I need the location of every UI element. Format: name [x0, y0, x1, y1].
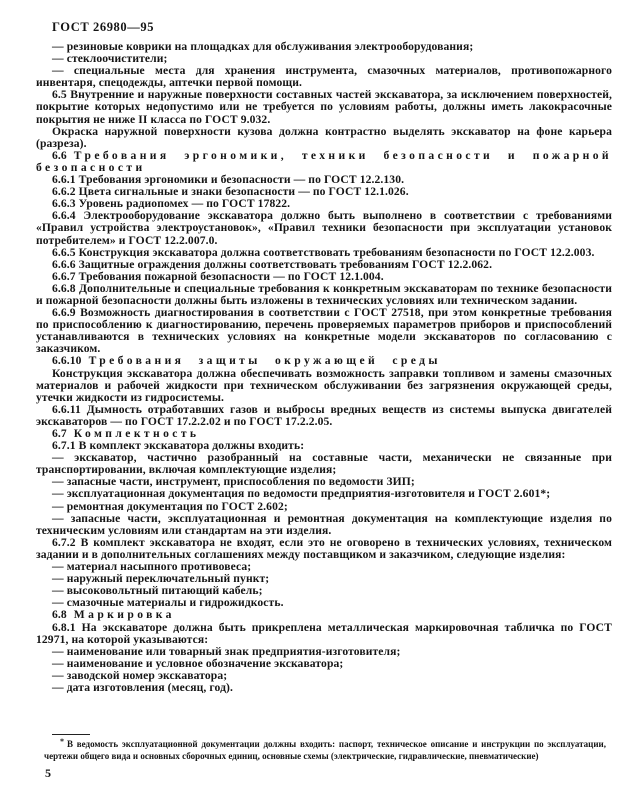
list-item: — экскаватор, частично разобранный на составные части, механически не связанные при транспортировании, включая комплектующие изделия; — [36, 451, 612, 477]
list-item: — ремонтная документация по ГОСТ 2.602; — [52, 499, 288, 513]
list-item: — резиновые коврики на площадках для обслуживания электрооборудования; — [52, 40, 474, 53]
section-number: 6.6 — [52, 148, 67, 162]
section-number: 6.7 — [52, 427, 67, 440]
list-item: — смазочные материалы и гидрожидкость. — [52, 596, 284, 610]
list-item: — запасные части, инструмент, приспособления по ведомости ЗИП; — [52, 475, 415, 489]
paragraph: 6.6.3 Уровень радиопомех — по ГОСТ 17822. — [52, 197, 291, 211]
paragraph: Конструкция экскаватора должна обеспечивать возможность заправки топливом и замены смазочных материалов и рабочей жидкости при техническом обслуживании без загрязнения окружающей среды, утечки жидкости из гидросистемы. — [36, 366, 612, 404]
list-item: — заводской номер экскаватора; — [52, 668, 228, 682]
list-item: — запасные части, эксплуатационная и ремонтная документация на комплектующие изделия по техническим условиям или стандартам на эти изделия. — [36, 511, 612, 537]
paragraph: 6.6.2 Цвета сигнальные и знаки безопасности — по ГОСТ 12.1.026. — [52, 185, 409, 199]
section-heading — [36, 355, 612, 367]
list-item: — дата изготовления (месяц, год). — [52, 680, 233, 694]
paragraph: 6.6.8 Дополнительные и специальные требования к конкретным экскаваторам по технике безопасности и пожарной безопасности должны быть изложены в технических условиях или техническом задании. — [36, 281, 612, 307]
list-item: — стеклоочистители; — [52, 52, 168, 66]
section-number: 6.6.10 — [52, 354, 82, 368]
list-item: — материал насыпного противовеса; — [52, 560, 252, 574]
paragraph: 6.8.1 На экскаваторе должна быть прикреплена металлическая маркировочная табличка по ГОСТ 12971, на которой указываются: — [36, 620, 612, 646]
footnote — [44, 734, 606, 763]
section-title: Требования эргономики, техники безопасности и пожарной безопасности — [36, 148, 612, 174]
doc-number: ГОСТ 26980—95 — [52, 20, 155, 34]
paragraph: 6.6.4 Электрооборудование экскаватора должно быть выполнено в соответствии с требованиями «Правил устройства электроустановок», «Правил техники безопасности при эксплуатации установок потребителем» и ГОСТ 12.2.007.0. — [36, 209, 612, 247]
list-item: — наименование или товарный знак предприятия-изготовителя; — [52, 644, 401, 658]
paragraph: 6.6.7 Требования пожарной безопасности — по ГОСТ 12.1.004. — [52, 269, 384, 283]
list-item: — специальные места для хранения инструмента, смазочных материалов, противопожарного инвентаря, спецодежды, аптечки первой помощи. — [36, 64, 612, 90]
paragraph: 6.6.5 Конструкция экскаватора должна соответствовать требованиям безопасности по ГОСТ 12.2.003. — [52, 245, 595, 259]
paragraph: 6.7.2 В комплект экскаватора не входят, если это не оговорено в технических условиях, техническом задании и в дополнительных соглашениях между поставщиком и заказчиком, следующие изделия: — [36, 535, 612, 561]
paragraph: 6.6.6 Защитные ограждения должны соответствовать требованиям ГОСТ 12.2.062. — [52, 257, 493, 271]
footnote-rule — [52, 734, 90, 735]
document-body — [36, 41, 612, 694]
list-item: — наименование и условное обозначение экскаватора; — [52, 656, 344, 670]
page-number: 5 — [45, 766, 51, 780]
footnote-text — [44, 736, 606, 763]
footnote-body: В ведомость эксплуатационной документации должны входить: паспорт, техническое описание и инструкции по эксплуатации, чертежи общего вида и основных сборочных единиц, основные схемы (электрические, гидравлические, пневматические) — [44, 739, 606, 761]
section-number: 6.8 — [52, 608, 67, 622]
section-heading — [36, 609, 612, 621]
list-item: — наружный переключательный пункт; — [52, 572, 270, 586]
list-item: — эксплуатационная документация по ведомости предприятия-изготовителя и ГОСТ 2.601*; — [52, 487, 551, 501]
list-item: — высоковольтный питающий кабель; — [52, 584, 263, 598]
section-title: Маркировка — [73, 608, 175, 622]
paragraph: 6.6.11 Дымность отработавших газов и выбросы вредных веществ из системы выпуска двигателей экскаваторов — по ГОСТ 17.2.2.02 и по ГОСТ 17.2.2.05. — [36, 402, 612, 428]
section-title: Требования защиты окружающей среды — [88, 354, 441, 368]
section-heading — [36, 150, 612, 174]
paragraph: Окраска наружной поверхности кузова должна контрастно выделять экскаватор на фоне карьера (разреза). — [36, 124, 612, 150]
paragraph: 6.7.1 В комплект экскаватора должны входить: — [52, 439, 305, 453]
footnote-marker: * — [60, 737, 64, 746]
paragraph: 6.6.1 Требования эргономики и безопасности — по ГОСТ 12.2.130. — [52, 173, 405, 187]
paragraph: 6.6.9 Возможность диагностирования в соответствии с ГОСТ 27518, при этом конкретные требования по приспособлению к диагностированию, перечень проверяемых параметров приборов и приспособлений устанавливаются в технических условиях на конкретные модели экскаваторов по согласованию с заказчиком. — [36, 306, 612, 356]
section-title: Комплектность — [73, 427, 200, 440]
paragraph: 6.5 Внутренние и наружные поверхности составных частей экскаватора, за исключением поверхностей, покрытие которых недопустимо или не требуется по условиям работы, должны иметь лакокрасочные покрытия не ниже II класса по ГОСТ 9.032. — [36, 88, 612, 126]
